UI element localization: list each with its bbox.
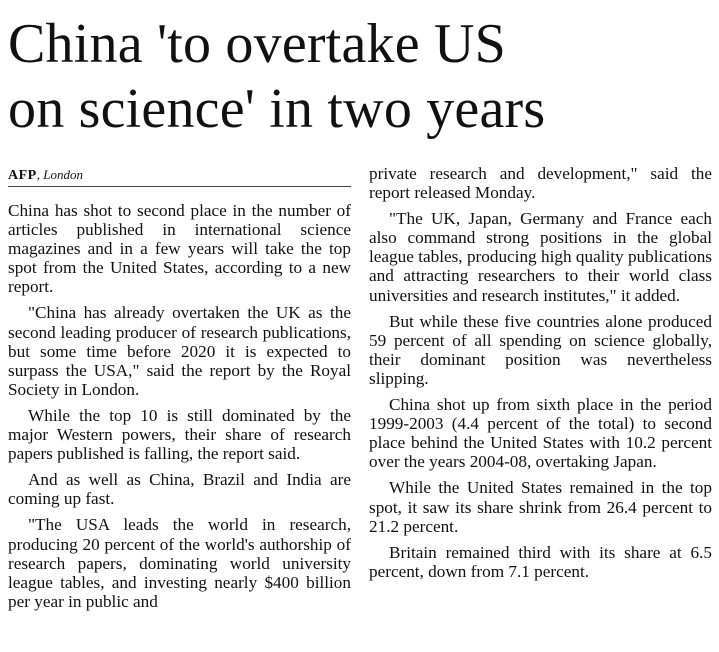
byline	[8, 164, 351, 187]
byline-place: London	[43, 167, 83, 182]
paragraph: And as well as China, Brazil and India are coming up fast.	[8, 470, 351, 509]
paragraph: "The UK, Japan, Germany and France each also command strong positions in the global league tables, producing high quality publications and attracting researchers to their world class universities and research institutes," it added.	[369, 209, 712, 305]
paragraph: China shot up from sixth place in the period 1999-2003 (4.4 percent of the total) to second place behind the United States with 10.2 percent over the years 2004-08, overtaking Japan.	[369, 395, 712, 472]
right-column	[369, 164, 712, 588]
headline	[8, 12, 713, 142]
left-column	[8, 164, 351, 618]
paragraph: private research and development," said the report released Monday.	[369, 164, 712, 203]
paragraph: While the top 10 is still dominated by the major Western powers, their share of research papers published is falling, the report said.	[8, 405, 351, 464]
paragraph: But while these five countries alone produced 59 percent of all spending on science globally, their dominant position was nevertheless slipping.	[369, 311, 712, 388]
byline-separator: ,	[36, 167, 44, 182]
paragraph: "China has already overtaken the UK as the second leading producer of research publications, but some time before 2020 it is expected to surpass the USA," said the report by the Royal Society in London.	[8, 303, 351, 399]
byline-agency: AFP	[8, 168, 37, 183]
headline-line-1: China 'to overtake US	[8, 13, 506, 75]
paragraph: China has shot to second place in the number of articles published in international science magazines and in a few years will take the top spot from the United States, according to a new report.	[8, 201, 351, 297]
paragraph: Britain remained third with its share at 6.5 percent, down from 7.1 percent.	[369, 542, 712, 581]
paragraph: While the United States remained in the top spot, it saw its share shrink from 26.4 percent to 21.2 percent.	[369, 478, 712, 536]
headline-line-2: on science' in two years	[8, 78, 546, 140]
paragraph: "The USA leads the world in research, producing 20 percent of the world's authorship of research papers, dominating world university league tables, and investing nearly $400 billion per year in public and	[8, 515, 351, 611]
